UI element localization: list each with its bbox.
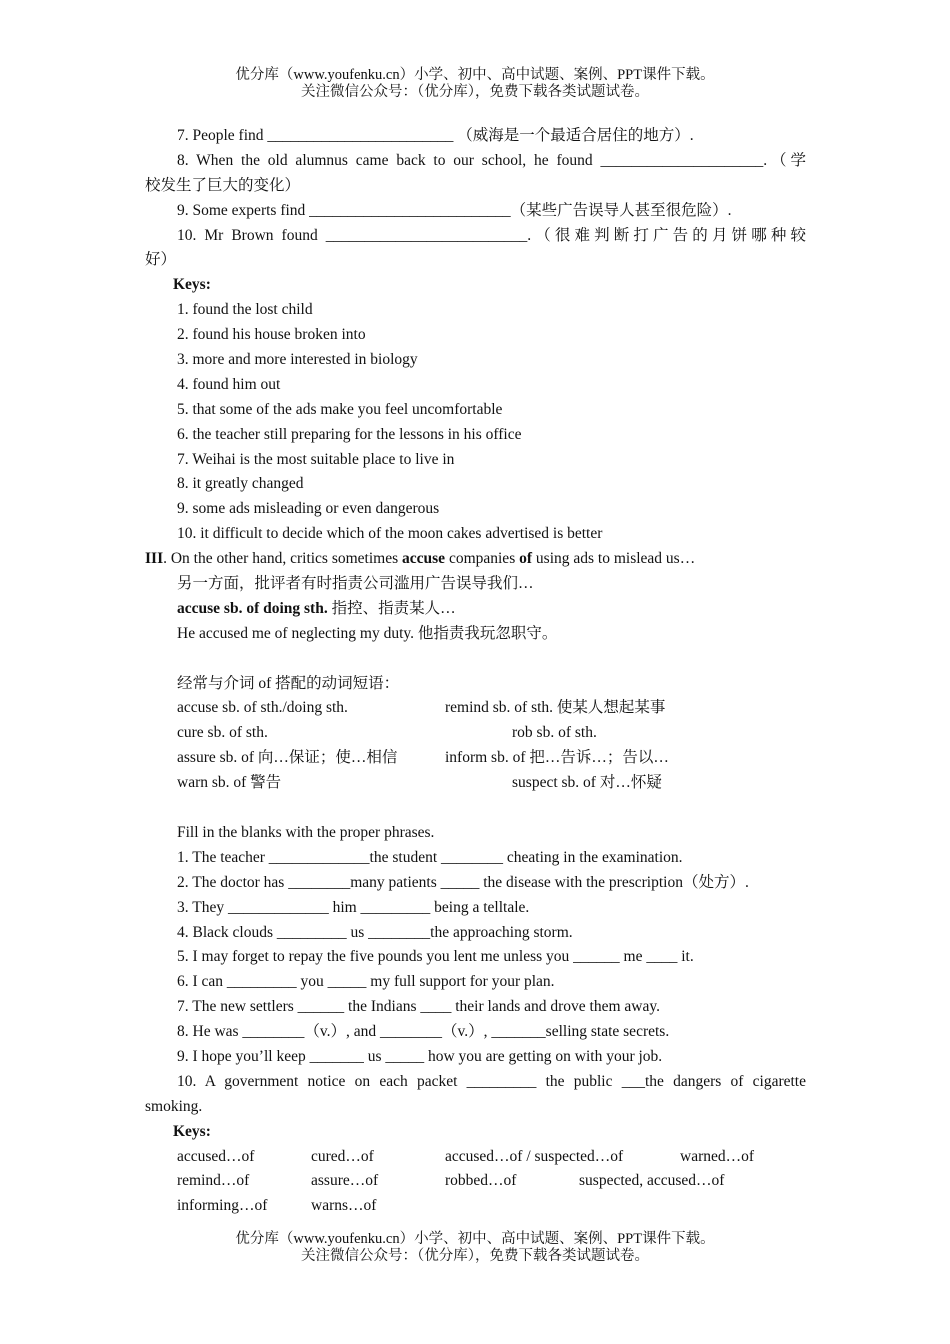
section-numeral: III [145, 550, 164, 568]
answer-key: 5. that some of the ads make you feel uncomfortable [177, 400, 503, 418]
header-line-2: 关注微信公众号：（优分库），免费下载各类试题试卷。 [301, 84, 649, 100]
answer-key: 8. it greatly changed [177, 475, 304, 493]
exercise-question: 3. They _____________ him _________ being a telltale. [177, 898, 530, 916]
phrase-row: cure sb. of sth. rob sb. of sth. [177, 724, 597, 742]
exercise-question-continued: 好） [145, 251, 177, 269]
page-header [0, 67, 950, 101]
answer-key: 10. it difficult to decide which of the moon cakes advertised is better [177, 525, 603, 543]
keys-row: informing…of warns…of [177, 1197, 377, 1215]
phrase-definition: accuse sb. of doing sth. 指控、指责某人… [177, 599, 456, 617]
phrases-title: 经常与介词 of 搭配的动词短语： [177, 674, 400, 692]
exercise-question: 8. He was ________（v.）, and ________（v.）, _______selling state secrets. [177, 1023, 670, 1041]
blank-line [145, 796, 806, 821]
answer-key: 4. found him out [177, 375, 281, 393]
keys-row: remind…of assure…of robbed…of suspected, accused…of [177, 1172, 725, 1190]
page-footer [0, 1231, 950, 1265]
exercise-question: 6. I can _________ you _____ my full support for your plan. [177, 973, 555, 991]
section-heading: III. On the other hand, critics sometimes accuse companies of using ads to mislead us… [145, 550, 696, 568]
footer-line-2: 关注微信公众号：（优分库），免费下载各类试题试卷。 [301, 1248, 649, 1264]
answer-key: 2. found his house broken into [177, 326, 366, 344]
answer-key: 1. found the lost child [177, 301, 313, 319]
answer-key: 7. Weihai is the most suitable place to live in [177, 450, 455, 468]
translation: 另一方面，批评者有时指责公司滥用广告误导我们… [177, 575, 534, 593]
exercise-question: 1. The teacher _____________the student ________ cheating in the examination. [177, 848, 683, 866]
header-line-1: 优分库（www.youfenku.cn）小学、初中、高中试题、案例、PPT课件下载。 [235, 67, 715, 83]
answer-key: 6. the teacher still preparing for the lessons in his office [177, 425, 522, 443]
keys-row: accused…of cured…of accused…of / suspected…of warned…of [177, 1147, 755, 1165]
answer-key: 3. more and more interested in biology [177, 351, 418, 369]
keys-heading: Keys: [173, 1122, 211, 1140]
answer-key: 9. some ads misleading or even dangerous [177, 500, 440, 518]
keys-heading: Keys: [173, 276, 211, 294]
exercise-question-continued: smoking. [145, 1097, 203, 1115]
exercise-question: 4. Black clouds _________ us ________the approaching storm. [177, 923, 573, 941]
blank-line [145, 647, 806, 672]
exercise-question: 10. Mr Brown found __________________________.（很难判断打广告的月饼哪种较 [177, 226, 806, 244]
exercise-question: 5. I may forget to repay the five pounds you lent me unless you ______ me ____ it. [177, 948, 694, 966]
exercise-question: 7. The new settlers ______ the Indians ____ their lands and drove them away. [177, 998, 660, 1016]
footer-line-1: 优分库（www.youfenku.cn）小学、初中、高中试题、案例、PPT课件下载。 [235, 1231, 715, 1247]
instruction: Fill in the blanks with the proper phrases. [177, 823, 435, 841]
exercise-question: 9. Some experts find __________________________（某些广告误导人甚至很危险）. [177, 201, 732, 219]
document-body [145, 124, 806, 1219]
exercise-question: 10. A government notice on each packet _________ the public ___the dangers of cigarette [177, 1072, 806, 1090]
phrase-row: accuse sb. of sth./doing sth. remind sb. of sth. 使某人想起某事 [177, 699, 666, 717]
exercise-question-continued: 校发生了巨大的变化） [145, 176, 301, 194]
exercise-question: 2. The doctor has ________many patients _____ the disease with the prescription（处方）. [177, 873, 749, 891]
phrase-row: warn sb. of 警告 suspect sb. of 对…怀疑 [177, 774, 662, 792]
phrase-row: assure sb. of 向…保证；使…相信 inform sb. of 把…告诉…；告以… [177, 749, 669, 767]
exercise-question: 9. I hope you’ll keep _______ us _____ how you are getting on with your job. [177, 1047, 663, 1065]
exercise-question: 8. When the old alumnus came back to our school, he found _____________________.（学 [177, 151, 806, 169]
example-sentence: He accused me of neglecting my duty. 他指责我玩忽职守。 [177, 624, 558, 642]
exercise-question: 7. People find ________________________ （威海是一个最适合居住的地方）. [177, 127, 694, 144]
